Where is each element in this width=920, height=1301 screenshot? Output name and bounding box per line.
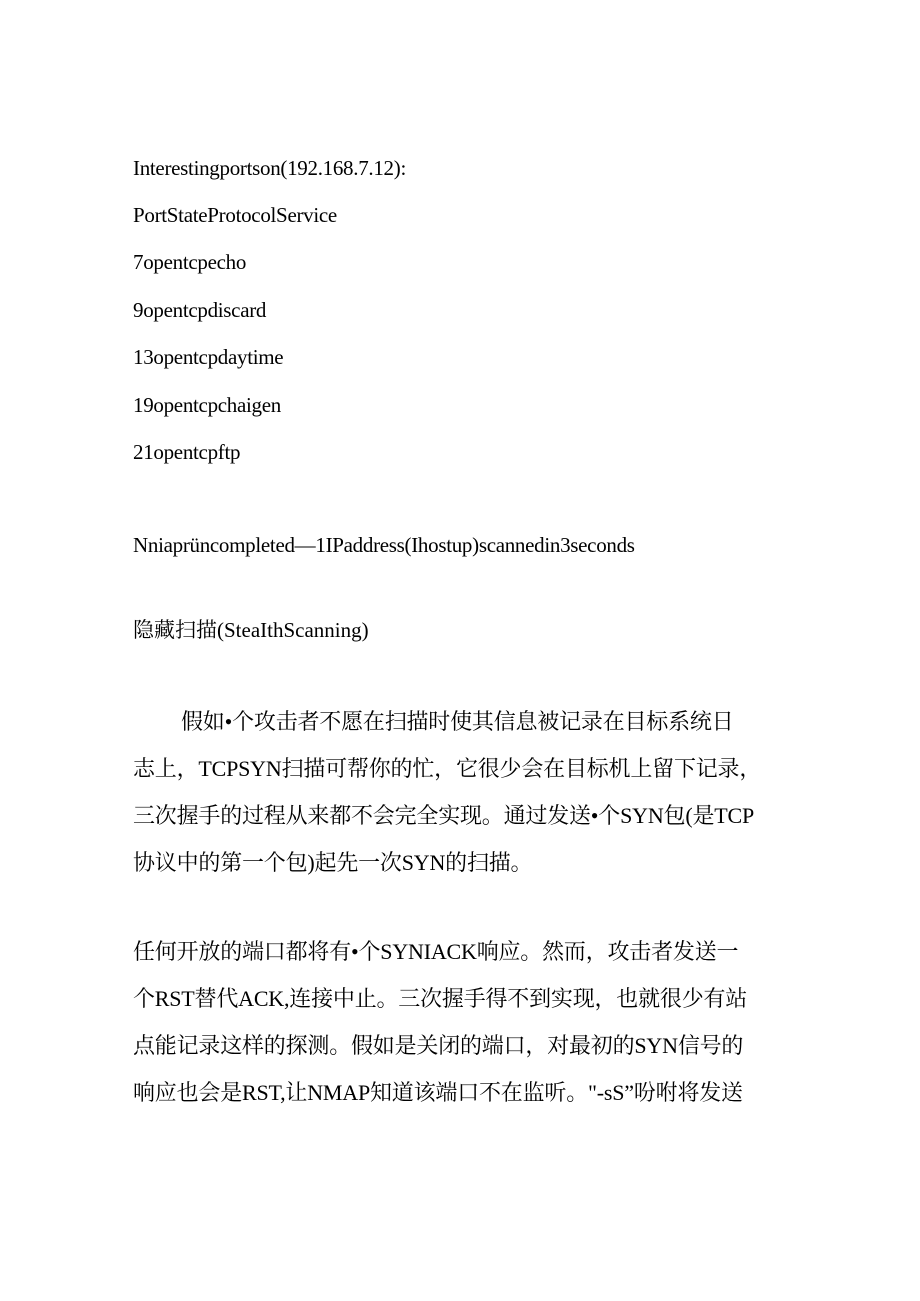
scan-header: Interestingportson(192.168.7.12):	[133, 156, 406, 180]
paragraph-line: 任何开放的端口都将有•个SYNIACK响应。然而，攻击者发送一	[133, 939, 739, 964]
scan-row: 7opentcpecho	[133, 250, 247, 274]
scan-summary: Nniaprüncompleted—1IPaddress(Ihostup)scannedin3seconds	[133, 533, 635, 557]
scan-row: 9opentcpdiscard	[133, 298, 267, 322]
section-heading: 隐藏扫描(SteaIthScanning)	[133, 618, 369, 642]
scan-row: 13opentcpdaytime	[133, 345, 284, 369]
paragraph-line: 假如•个攻击者不愿在扫描时使其信息被记录在目标系统日	[181, 709, 734, 734]
paragraph-line: 协议中的第一个包)起先一次SYN的扫描。	[133, 850, 533, 875]
paragraph-line: 志上，TCPSYN扫描可帮你的忙，它很少会在目标机上留下记录，	[133, 756, 762, 781]
paragraph-line: 响应也会是RST,让NMAP知道该端口不在监听。"-sS”吩咐将发送	[133, 1080, 743, 1105]
scan-row: 19opentcpchaigen	[133, 393, 281, 417]
paragraph-line: 三次握手的过程从来都不会完全实现。通过发送•个SYN包(是TCP	[133, 803, 754, 828]
paragraph-line: 点能记录这样的探测。假如是关闭的端口，对最初的SYN信号的	[133, 1033, 744, 1058]
paragraph-2	[133, 928, 793, 1116]
paragraph-1	[133, 698, 793, 886]
paragraph-line: 个RST替代ACK,连接中止。三次握手得不到实现，也就很少有站	[133, 986, 748, 1011]
scan-row: 21opentcpftp	[133, 440, 241, 464]
scan-columns: PortStateProtocolService	[133, 203, 337, 227]
